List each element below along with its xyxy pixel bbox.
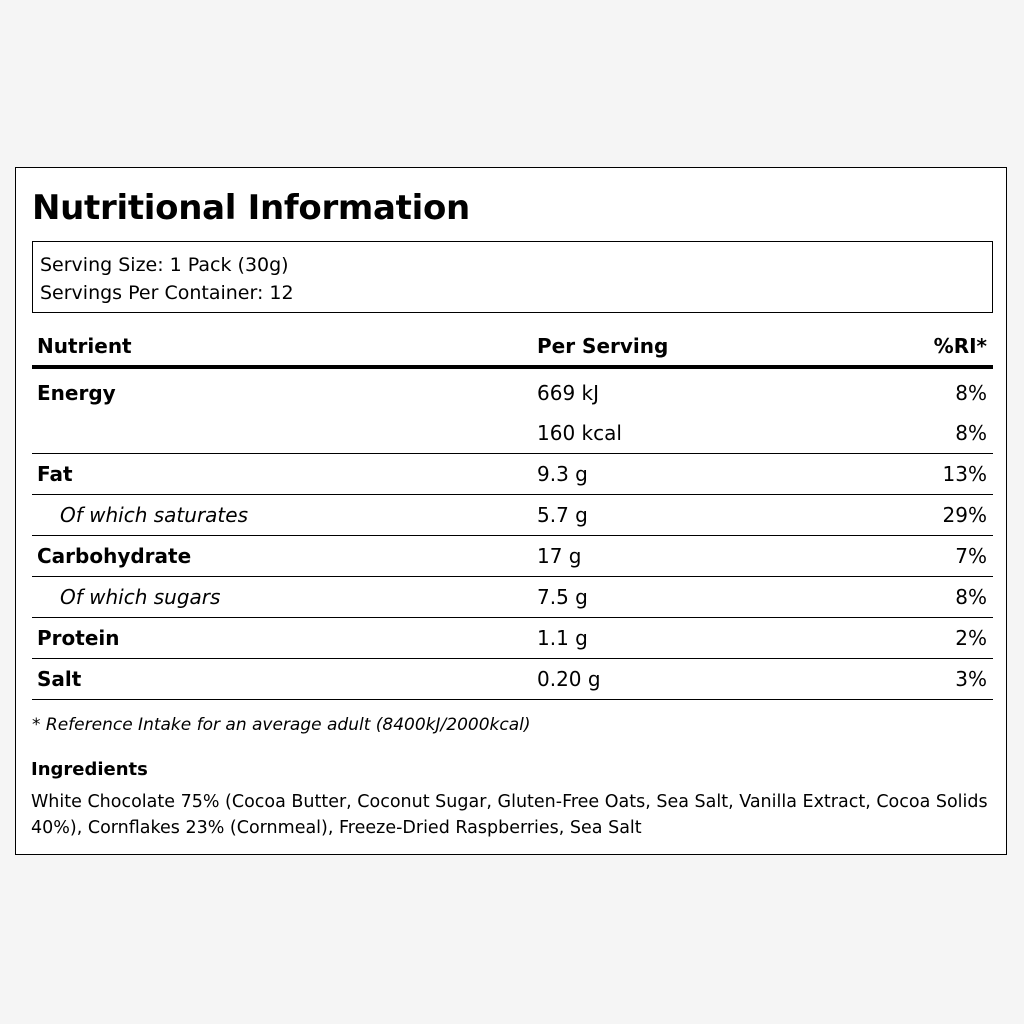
nutrient-name: Of which saturates: [60, 503, 248, 527]
per-serving-value: 7.5 g: [537, 585, 588, 609]
table-row-fat: [32, 454, 993, 495]
page-title: Nutritional Information: [32, 188, 470, 228]
per-serving-value: 160 kcal: [537, 421, 622, 445]
table-row-energy-kj: [32, 373, 993, 413]
ri-value: 2%: [955, 626, 987, 650]
nutrition-table: [32, 328, 993, 700]
table-row-saturates: [32, 495, 993, 536]
ri-value: 29%: [942, 503, 987, 527]
table-row-sugars: [32, 577, 993, 618]
ingredients-text: White Chocolate 75% (Cocoa Butter, Coconut Sugar, Gluten-Free Oats, Sea Salt, Vanilla Extract, Cocoa Solids 40%), Cornflakes 23% (Cornmeal), Freeze-Dried Raspberries, Sea Salt: [31, 792, 988, 838]
nutrition-panel: [15, 167, 1007, 855]
serving-size: Serving Size: 1 Pack (30g): [40, 254, 289, 276]
ri-value: 8%: [955, 585, 987, 609]
nutrient-name: Protein: [37, 626, 120, 650]
ri-value: 3%: [955, 667, 987, 691]
ri-value: 13%: [942, 462, 987, 486]
reference-intake-footnote: * Reference Intake for an average adult (8400kJ/2000kcal): [32, 715, 531, 735]
table-row-protein: [32, 618, 993, 659]
nutrient-name: Of which sugars: [60, 585, 221, 609]
nutrient-name: Energy: [37, 381, 116, 405]
per-serving-value: 0.20 g: [537, 667, 601, 691]
ri-value: 7%: [955, 544, 987, 568]
per-serving-value: 9.3 g: [537, 462, 588, 486]
nutrient-name: Salt: [37, 667, 82, 691]
column-header-ri: %RI*: [933, 334, 987, 358]
ri-value: 8%: [955, 421, 987, 445]
nutrient-name: Carbohydrate: [37, 544, 192, 568]
table-row-salt: [32, 659, 993, 700]
column-header-nutrient: Nutrient: [37, 334, 132, 358]
per-serving-value: 17 g: [537, 544, 582, 568]
table-row-energy-kcal: [32, 413, 993, 454]
ri-value: 8%: [955, 381, 987, 405]
column-header-per-serving: Per Serving: [537, 334, 669, 358]
nutrient-name: Fat: [37, 462, 73, 486]
per-serving-value: 669 kJ: [537, 381, 600, 405]
table-header-row: [32, 328, 993, 369]
table-row-carbohydrate: [32, 536, 993, 577]
ingredients-heading: Ingredients: [31, 759, 148, 780]
per-serving-value: 5.7 g: [537, 503, 588, 527]
serving-info-box: [32, 241, 993, 313]
servings-per-container: Servings Per Container: 12: [40, 282, 294, 304]
per-serving-value: 1.1 g: [537, 626, 588, 650]
